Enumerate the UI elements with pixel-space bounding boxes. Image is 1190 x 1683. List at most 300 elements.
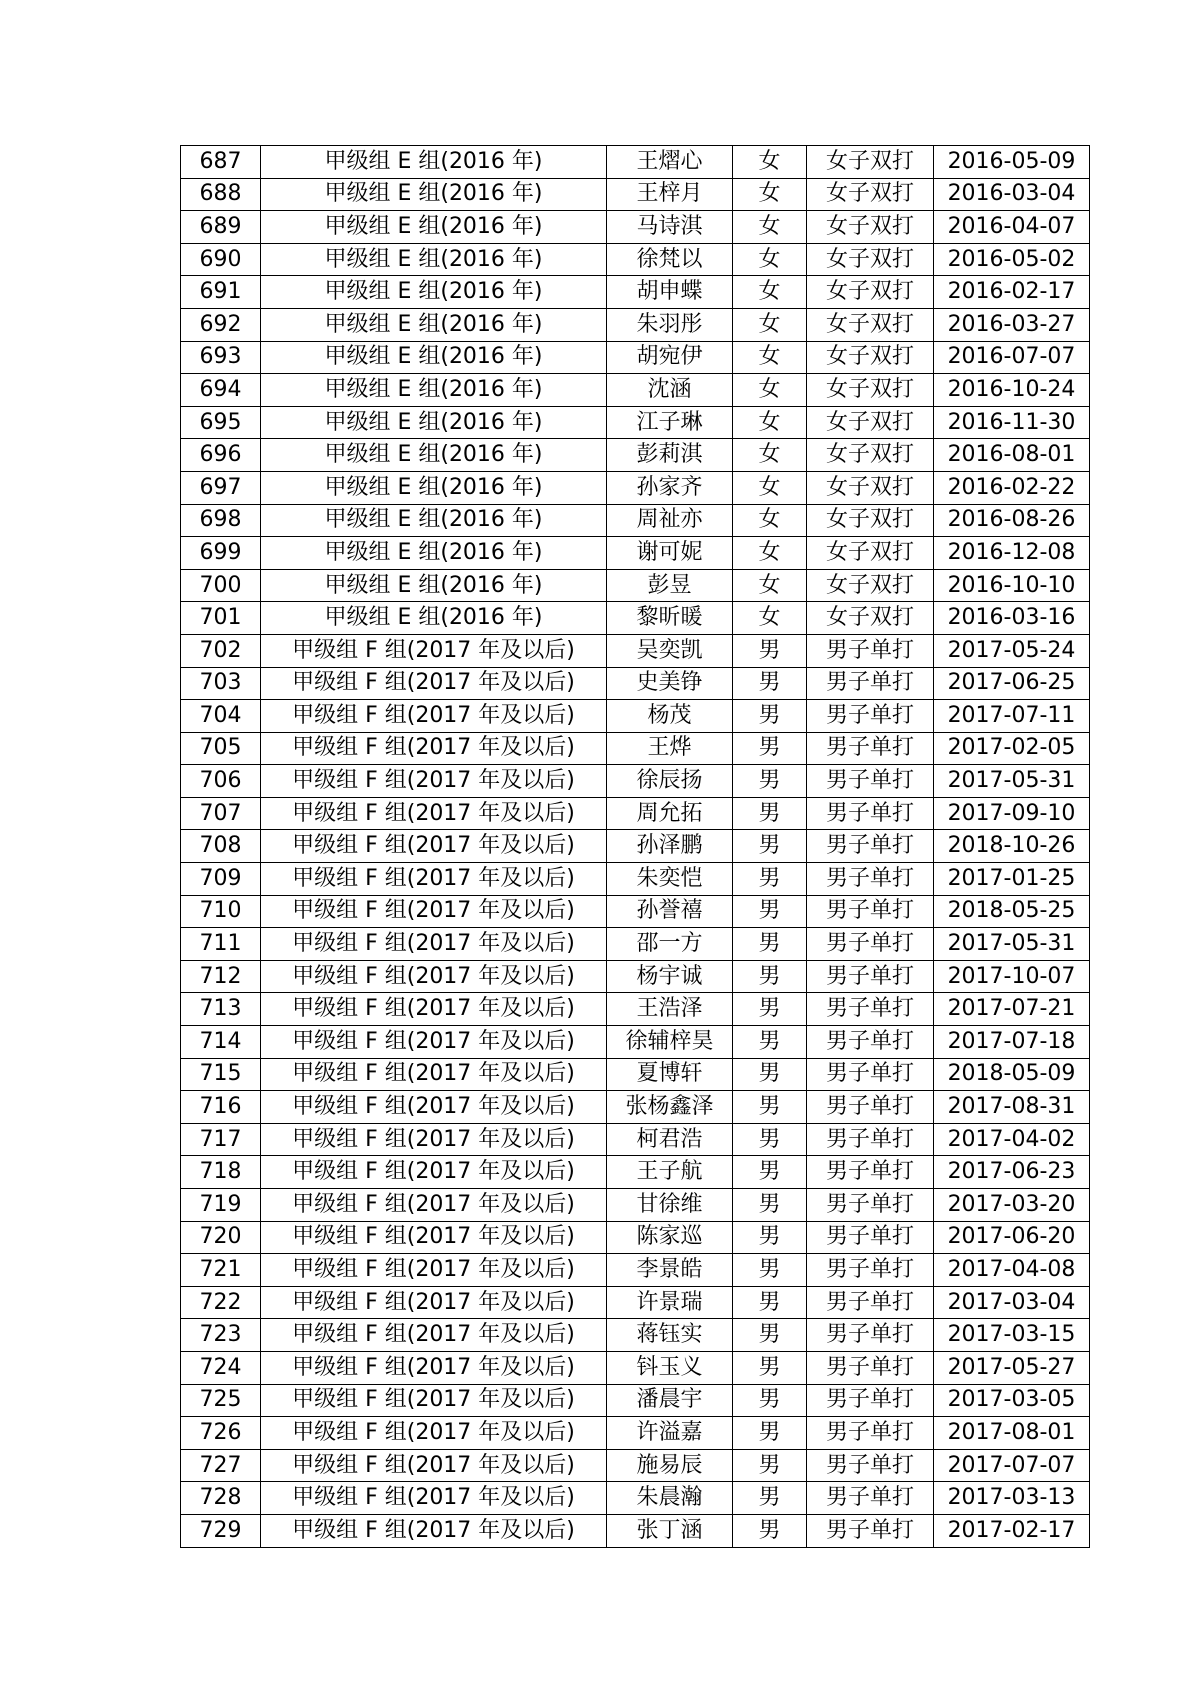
group-cell: 甲级组 F 组(2017 年及以后)	[261, 1156, 607, 1189]
birth-date-cell: 2017-08-01	[934, 1417, 1090, 1450]
event-cell: 男子单打	[807, 863, 934, 896]
event-cell: 男子单打	[807, 1286, 934, 1319]
gender-cell: 男	[733, 797, 807, 830]
entry-number-cell: 692	[181, 308, 261, 341]
event-cell: 男子单打	[807, 1189, 934, 1222]
table-row	[181, 211, 1090, 244]
birth-date-cell: 2016-03-16	[934, 602, 1090, 635]
event-cell: 男子单打	[807, 1384, 934, 1417]
gender-cell: 女	[733, 341, 807, 374]
birth-date-cell: 2016-12-08	[934, 537, 1090, 570]
player-name-cell: 王子航	[607, 1156, 733, 1189]
event-cell: 女子双打	[807, 243, 934, 276]
group-cell: 甲级组 F 组(2017 年及以后)	[261, 993, 607, 1026]
player-name-cell: 杨宇诚	[607, 960, 733, 993]
birth-date-cell: 2016-03-04	[934, 178, 1090, 211]
birth-date-cell: 2017-04-02	[934, 1123, 1090, 1156]
entry-number-cell: 700	[181, 569, 261, 602]
birth-date-cell: 2017-08-31	[934, 1091, 1090, 1124]
event-cell: 男子单打	[807, 1351, 934, 1384]
group-cell: 甲级组 F 组(2017 年及以后)	[261, 1384, 607, 1417]
player-name-cell: 潘晨宇	[607, 1384, 733, 1417]
player-name-cell: 王浩泽	[607, 993, 733, 1026]
birth-date-cell: 2017-09-10	[934, 797, 1090, 830]
group-cell: 甲级组 E 组(2016 年)	[261, 276, 607, 309]
event-cell: 男子单打	[807, 1514, 934, 1547]
player-name-cell: 邵一方	[607, 928, 733, 961]
event-cell: 男子单打	[807, 928, 934, 961]
entry-number-cell: 688	[181, 178, 261, 211]
entry-number-cell: 721	[181, 1254, 261, 1287]
group-cell: 甲级组 F 组(2017 年及以后)	[261, 1482, 607, 1515]
entry-number-cell: 718	[181, 1156, 261, 1189]
player-name-cell: 施易辰	[607, 1449, 733, 1482]
group-cell: 甲级组 F 组(2017 年及以后)	[261, 830, 607, 863]
birth-date-cell: 2017-05-31	[934, 928, 1090, 961]
event-cell: 女子双打	[807, 178, 934, 211]
entry-number-cell: 726	[181, 1417, 261, 1450]
event-cell: 男子单打	[807, 960, 934, 993]
birth-date-cell: 2016-05-02	[934, 243, 1090, 276]
event-cell: 女子双打	[807, 341, 934, 374]
player-name-cell: 彭昱	[607, 569, 733, 602]
table-row	[181, 602, 1090, 635]
table-row	[181, 341, 1090, 374]
entry-number-cell: 697	[181, 471, 261, 504]
event-cell: 男子单打	[807, 765, 934, 798]
table-row	[181, 1189, 1090, 1222]
player-name-cell: 朱羽彤	[607, 308, 733, 341]
table-row	[181, 1286, 1090, 1319]
entry-number-cell: 706	[181, 765, 261, 798]
group-cell: 甲级组 E 组(2016 年)	[261, 602, 607, 635]
player-name-cell: 彭莉淇	[607, 439, 733, 472]
birth-date-cell: 2017-03-13	[934, 1482, 1090, 1515]
gender-cell: 男	[733, 667, 807, 700]
gender-cell: 男	[733, 1221, 807, 1254]
table-row	[181, 178, 1090, 211]
event-cell: 女子双打	[807, 504, 934, 537]
birth-date-cell: 2016-04-07	[934, 211, 1090, 244]
table-row	[181, 765, 1090, 798]
table-row	[181, 732, 1090, 765]
group-cell: 甲级组 F 组(2017 年及以后)	[261, 928, 607, 961]
player-name-cell: 孙家齐	[607, 471, 733, 504]
birth-date-cell: 2017-04-08	[934, 1254, 1090, 1287]
group-cell: 甲级组 E 组(2016 年)	[261, 569, 607, 602]
player-name-cell: 张杨鑫泽	[607, 1091, 733, 1124]
gender-cell: 女	[733, 504, 807, 537]
gender-cell: 女	[733, 308, 807, 341]
group-cell: 甲级组 F 组(2017 年及以后)	[261, 1514, 607, 1547]
player-name-cell: 许景瑞	[607, 1286, 733, 1319]
player-name-cell: 钭玉义	[607, 1351, 733, 1384]
entry-number-cell: 713	[181, 993, 261, 1026]
event-cell: 男子单打	[807, 1254, 934, 1287]
group-cell: 甲级组 E 组(2016 年)	[261, 146, 607, 179]
table-row	[181, 863, 1090, 896]
player-name-cell: 王烨	[607, 732, 733, 765]
player-name-cell: 谢可妮	[607, 537, 733, 570]
birth-date-cell: 2017-05-31	[934, 765, 1090, 798]
player-name-cell: 李景皓	[607, 1254, 733, 1287]
player-name-cell: 史美铮	[607, 667, 733, 700]
event-cell: 男子单打	[807, 732, 934, 765]
group-cell: 甲级组 F 组(2017 年及以后)	[261, 1319, 607, 1352]
player-name-cell: 周祉亦	[607, 504, 733, 537]
player-name-cell: 孙誉禧	[607, 895, 733, 928]
group-cell: 甲级组 E 组(2016 年)	[261, 374, 607, 407]
entry-number-cell: 704	[181, 700, 261, 733]
birth-date-cell: 2018-05-25	[934, 895, 1090, 928]
gender-cell: 女	[733, 276, 807, 309]
birth-date-cell: 2016-08-26	[934, 504, 1090, 537]
birth-date-cell: 2016-08-01	[934, 439, 1090, 472]
table-row	[181, 797, 1090, 830]
player-name-cell: 马诗淇	[607, 211, 733, 244]
table-row	[181, 1384, 1090, 1417]
event-cell: 女子双打	[807, 211, 934, 244]
player-name-cell: 夏博轩	[607, 1058, 733, 1091]
entry-number-cell: 715	[181, 1058, 261, 1091]
entry-number-cell: 691	[181, 276, 261, 309]
table-row	[181, 276, 1090, 309]
group-cell: 甲级组 F 组(2017 年及以后)	[261, 765, 607, 798]
group-cell: 甲级组 F 组(2017 年及以后)	[261, 1123, 607, 1156]
birth-date-cell: 2017-02-17	[934, 1514, 1090, 1547]
event-cell: 男子单打	[807, 1482, 934, 1515]
birth-date-cell: 2017-06-25	[934, 667, 1090, 700]
entry-number-cell: 716	[181, 1091, 261, 1124]
table-row	[181, 960, 1090, 993]
entry-number-cell: 729	[181, 1514, 261, 1547]
group-cell: 甲级组 F 组(2017 年及以后)	[261, 797, 607, 830]
entry-number-cell: 703	[181, 667, 261, 700]
entry-number-cell: 689	[181, 211, 261, 244]
birth-date-cell: 2017-03-04	[934, 1286, 1090, 1319]
group-cell: 甲级组 F 组(2017 年及以后)	[261, 863, 607, 896]
group-cell: 甲级组 E 组(2016 年)	[261, 504, 607, 537]
birth-date-cell: 2017-05-27	[934, 1351, 1090, 1384]
group-cell: 甲级组 F 组(2017 年及以后)	[261, 1221, 607, 1254]
birth-date-cell: 2017-07-21	[934, 993, 1090, 1026]
event-cell: 女子双打	[807, 146, 934, 179]
gender-cell: 女	[733, 211, 807, 244]
player-name-cell: 许溢嘉	[607, 1417, 733, 1450]
group-cell: 甲级组 E 组(2016 年)	[261, 341, 607, 374]
table-row	[181, 1482, 1090, 1515]
table-row	[181, 1221, 1090, 1254]
birth-date-cell: 2017-01-25	[934, 863, 1090, 896]
table-row	[181, 1319, 1090, 1352]
player-name-cell: 杨茂	[607, 700, 733, 733]
player-name-cell: 吴奕凯	[607, 634, 733, 667]
gender-cell: 女	[733, 374, 807, 407]
table-row	[181, 1514, 1090, 1547]
birth-date-cell: 2017-07-18	[934, 1026, 1090, 1059]
gender-cell: 男	[733, 732, 807, 765]
event-cell: 女子双打	[807, 471, 934, 504]
table-row	[181, 1058, 1090, 1091]
group-cell: 甲级组 E 组(2016 年)	[261, 243, 607, 276]
group-cell: 甲级组 F 组(2017 年及以后)	[261, 634, 607, 667]
table-row	[181, 471, 1090, 504]
birth-date-cell: 2017-05-24	[934, 634, 1090, 667]
group-cell: 甲级组 E 组(2016 年)	[261, 406, 607, 439]
entry-number-cell: 694	[181, 374, 261, 407]
gender-cell: 男	[733, 895, 807, 928]
gender-cell: 男	[733, 765, 807, 798]
event-cell: 女子双打	[807, 374, 934, 407]
event-cell: 男子单打	[807, 700, 934, 733]
gender-cell: 男	[733, 928, 807, 961]
table-row	[181, 667, 1090, 700]
event-cell: 男子单打	[807, 634, 934, 667]
gender-cell: 女	[733, 537, 807, 570]
entry-number-cell: 707	[181, 797, 261, 830]
gender-cell: 男	[733, 1091, 807, 1124]
group-cell: 甲级组 F 组(2017 年及以后)	[261, 700, 607, 733]
group-cell: 甲级组 F 组(2017 年及以后)	[261, 1026, 607, 1059]
player-name-cell: 周允拓	[607, 797, 733, 830]
birth-date-cell: 2016-07-07	[934, 341, 1090, 374]
registration-table-body	[181, 146, 1090, 1548]
gender-cell: 男	[733, 700, 807, 733]
birth-date-cell: 2016-02-22	[934, 471, 1090, 504]
player-name-cell: 张丁涵	[607, 1514, 733, 1547]
event-cell: 男子单打	[807, 1417, 934, 1450]
group-cell: 甲级组 F 组(2017 年及以后)	[261, 1091, 607, 1124]
table-row	[181, 439, 1090, 472]
table-row	[181, 1254, 1090, 1287]
group-cell: 甲级组 E 组(2016 年)	[261, 211, 607, 244]
gender-cell: 女	[733, 243, 807, 276]
table-row	[181, 1351, 1090, 1384]
gender-cell: 女	[733, 471, 807, 504]
group-cell: 甲级组 E 组(2016 年)	[261, 471, 607, 504]
table-row	[181, 308, 1090, 341]
table-row	[181, 146, 1090, 179]
entry-number-cell: 690	[181, 243, 261, 276]
gender-cell: 男	[733, 1449, 807, 1482]
event-cell: 男子单打	[807, 1449, 934, 1482]
gender-cell: 男	[733, 1123, 807, 1156]
table-row	[181, 1417, 1090, 1450]
event-cell: 女子双打	[807, 537, 934, 570]
gender-cell: 男	[733, 1189, 807, 1222]
table-row	[181, 1026, 1090, 1059]
event-cell: 女子双打	[807, 406, 934, 439]
table-row	[181, 569, 1090, 602]
table-row	[181, 504, 1090, 537]
group-cell: 甲级组 F 组(2017 年及以后)	[261, 1286, 607, 1319]
event-cell: 男子单打	[807, 667, 934, 700]
player-name-cell: 陈家巡	[607, 1221, 733, 1254]
gender-cell: 女	[733, 569, 807, 602]
gender-cell: 男	[733, 1026, 807, 1059]
table-row	[181, 993, 1090, 1026]
birth-date-cell: 2017-02-05	[934, 732, 1090, 765]
gender-cell: 男	[733, 1351, 807, 1384]
player-name-cell: 朱奕恺	[607, 863, 733, 896]
event-cell: 男子单打	[807, 797, 934, 830]
entry-number-cell: 696	[181, 439, 261, 472]
table-row	[181, 1449, 1090, 1482]
entry-number-cell: 727	[181, 1449, 261, 1482]
birth-date-cell: 2017-07-11	[934, 700, 1090, 733]
gender-cell: 男	[733, 830, 807, 863]
birth-date-cell: 2017-06-23	[934, 1156, 1090, 1189]
table-row	[181, 700, 1090, 733]
entry-number-cell: 711	[181, 928, 261, 961]
gender-cell: 女	[733, 406, 807, 439]
birth-date-cell: 2017-07-07	[934, 1449, 1090, 1482]
entry-number-cell: 724	[181, 1351, 261, 1384]
gender-cell: 女	[733, 439, 807, 472]
entry-number-cell: 725	[181, 1384, 261, 1417]
event-cell: 男子单打	[807, 1091, 934, 1124]
group-cell: 甲级组 E 组(2016 年)	[261, 537, 607, 570]
birth-date-cell: 2017-03-05	[934, 1384, 1090, 1417]
gender-cell: 男	[733, 863, 807, 896]
player-name-cell: 蒋钰实	[607, 1319, 733, 1352]
birth-date-cell: 2016-10-24	[934, 374, 1090, 407]
entry-number-cell: 722	[181, 1286, 261, 1319]
player-name-cell: 徐辰扬	[607, 765, 733, 798]
entry-number-cell: 712	[181, 960, 261, 993]
table-row	[181, 243, 1090, 276]
group-cell: 甲级组 F 组(2017 年及以后)	[261, 960, 607, 993]
registration-table	[180, 145, 1090, 1548]
event-cell: 女子双打	[807, 439, 934, 472]
player-name-cell: 胡申蝶	[607, 276, 733, 309]
group-cell: 甲级组 E 组(2016 年)	[261, 178, 607, 211]
gender-cell: 男	[733, 1319, 807, 1352]
entry-number-cell: 702	[181, 634, 261, 667]
entry-number-cell: 719	[181, 1189, 261, 1222]
table-row	[181, 1123, 1090, 1156]
event-cell: 男子单打	[807, 830, 934, 863]
gender-cell: 女	[733, 178, 807, 211]
event-cell: 男子单打	[807, 1123, 934, 1156]
event-cell: 男子单打	[807, 1156, 934, 1189]
entry-number-cell: 708	[181, 830, 261, 863]
player-name-cell: 甘徐维	[607, 1189, 733, 1222]
entry-number-cell: 698	[181, 504, 261, 537]
gender-cell: 女	[733, 146, 807, 179]
group-cell: 甲级组 F 组(2017 年及以后)	[261, 1449, 607, 1482]
player-name-cell: 徐辅梓昊	[607, 1026, 733, 1059]
gender-cell: 男	[733, 1254, 807, 1287]
group-cell: 甲级组 F 组(2017 年及以后)	[261, 667, 607, 700]
group-cell: 甲级组 F 组(2017 年及以后)	[261, 1189, 607, 1222]
gender-cell: 男	[733, 1482, 807, 1515]
group-cell: 甲级组 F 组(2017 年及以后)	[261, 1254, 607, 1287]
gender-cell: 男	[733, 1384, 807, 1417]
player-name-cell: 黎昕暖	[607, 602, 733, 635]
gender-cell: 男	[733, 1156, 807, 1189]
event-cell: 女子双打	[807, 602, 934, 635]
gender-cell: 男	[733, 993, 807, 1026]
table-row	[181, 895, 1090, 928]
entry-number-cell: 709	[181, 863, 261, 896]
group-cell: 甲级组 E 组(2016 年)	[261, 308, 607, 341]
birth-date-cell: 2016-03-27	[934, 308, 1090, 341]
gender-cell: 男	[733, 1514, 807, 1547]
player-name-cell: 朱晨瀚	[607, 1482, 733, 1515]
entry-number-cell: 695	[181, 406, 261, 439]
table-row	[181, 830, 1090, 863]
table-row	[181, 374, 1090, 407]
event-cell: 男子单打	[807, 1026, 934, 1059]
group-cell: 甲级组 F 组(2017 年及以后)	[261, 1417, 607, 1450]
birth-date-cell: 2017-03-20	[934, 1189, 1090, 1222]
event-cell: 男子单打	[807, 1319, 934, 1352]
birth-date-cell: 2016-02-17	[934, 276, 1090, 309]
event-cell: 女子双打	[807, 308, 934, 341]
birth-date-cell: 2017-03-15	[934, 1319, 1090, 1352]
entry-number-cell: 693	[181, 341, 261, 374]
table-row	[181, 406, 1090, 439]
birth-date-cell: 2018-05-09	[934, 1058, 1090, 1091]
entry-number-cell: 701	[181, 602, 261, 635]
birth-date-cell: 2017-06-20	[934, 1221, 1090, 1254]
entry-number-cell: 714	[181, 1026, 261, 1059]
player-name-cell: 徐梵以	[607, 243, 733, 276]
gender-cell: 女	[733, 602, 807, 635]
event-cell: 男子单打	[807, 1058, 934, 1091]
event-cell: 男子单打	[807, 1221, 934, 1254]
event-cell: 男子单打	[807, 993, 934, 1026]
player-name-cell: 孙泽鹏	[607, 830, 733, 863]
gender-cell: 男	[733, 1286, 807, 1319]
event-cell: 女子双打	[807, 276, 934, 309]
player-name-cell: 胡宛伊	[607, 341, 733, 374]
entry-number-cell: 728	[181, 1482, 261, 1515]
birth-date-cell: 2017-10-07	[934, 960, 1090, 993]
entry-number-cell: 720	[181, 1221, 261, 1254]
entry-number-cell: 710	[181, 895, 261, 928]
player-name-cell: 柯君浩	[607, 1123, 733, 1156]
player-name-cell: 王熠心	[607, 146, 733, 179]
entry-number-cell: 687	[181, 146, 261, 179]
gender-cell: 男	[733, 960, 807, 993]
group-cell: 甲级组 F 组(2017 年及以后)	[261, 895, 607, 928]
birth-date-cell: 2016-11-30	[934, 406, 1090, 439]
event-cell: 女子双打	[807, 569, 934, 602]
table-row	[181, 928, 1090, 961]
birth-date-cell: 2018-10-26	[934, 830, 1090, 863]
gender-cell: 男	[733, 634, 807, 667]
gender-cell: 男	[733, 1058, 807, 1091]
entry-number-cell: 717	[181, 1123, 261, 1156]
group-cell: 甲级组 F 组(2017 年及以后)	[261, 1351, 607, 1384]
group-cell: 甲级组 F 组(2017 年及以后)	[261, 1058, 607, 1091]
player-name-cell: 江子琳	[607, 406, 733, 439]
entry-number-cell: 705	[181, 732, 261, 765]
table-row	[181, 1091, 1090, 1124]
group-cell: 甲级组 F 组(2017 年及以后)	[261, 732, 607, 765]
table-row	[181, 537, 1090, 570]
gender-cell: 男	[733, 1417, 807, 1450]
table-row	[181, 1156, 1090, 1189]
event-cell: 男子单打	[807, 895, 934, 928]
group-cell: 甲级组 E 组(2016 年)	[261, 439, 607, 472]
entry-number-cell: 723	[181, 1319, 261, 1352]
player-name-cell: 王梓月	[607, 178, 733, 211]
table-row	[181, 634, 1090, 667]
player-name-cell: 沈涵	[607, 374, 733, 407]
